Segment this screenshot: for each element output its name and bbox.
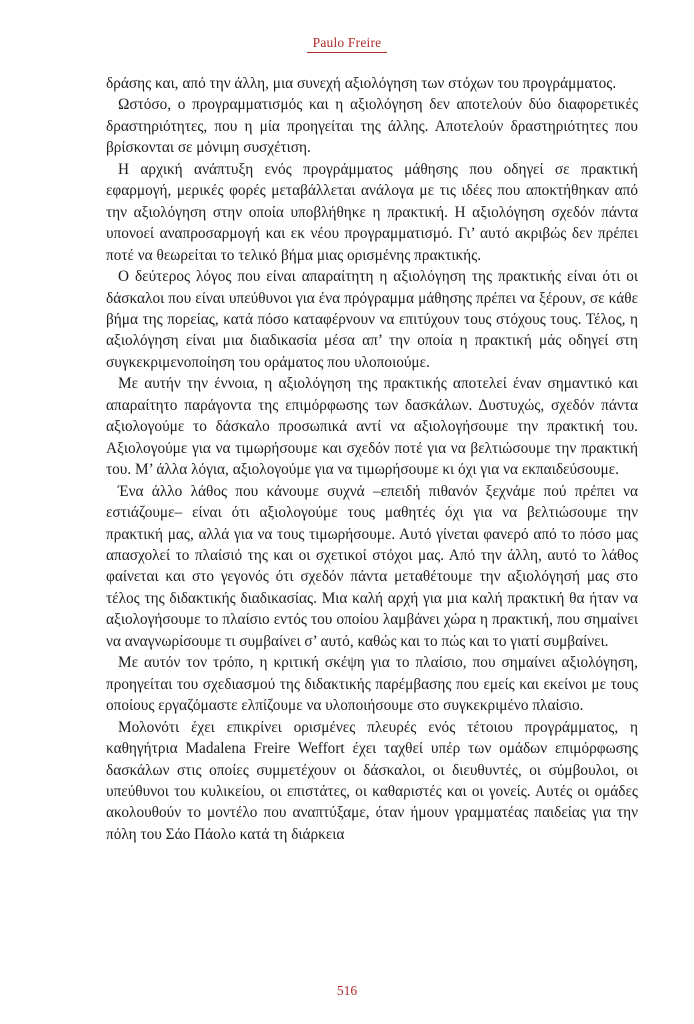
- running-header-title: Paulo Freire: [307, 35, 388, 53]
- running-header: [0, 34, 694, 53]
- paragraph: Με αυτήν την έννοια, η αξιολόγηση της πρακτικής αποτελεί έναν σημαντικό και απαραίτητο παράγοντα της επιμόρφωσης των δασκάλων. Δυστυχώς, σχεδόν πάντα αξιολογούμε το δάσκαλο προσωπικά αντί να αξιολογήσουμε την πρακτική του. Αξιολογούμε για να τιμωρήσουμε και σχεδόν ποτέ για να βελτιώσουμε την πρακτική του. Μ’ άλλα λόγια, αξιολογούμε για να τιμωρήσουμε κι όχι για να εκπαιδεύσουμε.: [106, 375, 638, 479]
- body-text: [106, 73, 638, 845]
- page-number: 516: [336, 983, 358, 998]
- paragraph: Μολονότι έχει επικρίνει ορισμένες πλευρές ενός τέτοιου προγράμματος, η καθηγήτρια Madalena Freire Weffort έχει ταχθεί υπέρ των ομάδων επιμόρφωσης δασκάλων στις οποίες συμμετέχουν οι δάσκαλοι, οι διευθυντές, οι σύμβουλοι, οι υπεύθυνοι του κυλικείου, οι επιστάτες, οι καθαριστές και οι γονείς. Αυτές οι ομάδες ακολουθούν το μοντέλο που αναπτύξαμε, όταν ήμουν γραμματέας παιδείας για την πόλη του Σάο Πάολο κατά τη διάρκεια: [106, 718, 638, 843]
- paragraph: Ένα άλλο λάθος που κάνουμε συχνά –επειδή πιθανόν ξεχνάμε πού πρέπει να εστιάζουμε– είναι ότι αξιολογούμε τους μαθητές όχι για να βελτιώσουμε την πρακτική μας, αλλά για να τους τιμωρήσουμε. Αυτό γίνεται φανερό από το πόσο μας απασχολεί το πλαίσιό της και οι σχετικοί στόχοι μας. Από την άλλη, αυτό το λάθος φαίνεται και στο γεγονός ότι σχεδόν πάντα μεταθέτουμε την αξιολόγησή μας στο τέλος της διδακτικής διαδικασίας. Μια καλή αρχή για μια καλή πρακτική θα ήταν να αξιολογήσουμε το πλαίσιο εντός του οποίου λαμβάνει χώρα η πρακτική, που σημαίνει να αναγνωρίσουμε τι συμβαίνει σ’ αυτό, καθώς και το πώς και το γιατί συμβαίνει.: [106, 482, 638, 650]
- paragraph: Ο δεύτερος λόγος που είναι απαραίτητη η αξιολόγηση της πρακτικής είναι ότι οι δάσκαλοι που είναι υπεύθυνοι για ένα πρόγραμμα μάθησης πρέπει να ξέρουν, σε κάθε βήμα της πορείας, κατά πόσο καταφέρνουν να επιτύχουν τους στόχους τους. Τέλος, η αξιολόγηση είναι μια διαδικασία μέσα απ’ την οποία η πρακτική μάς οδηγεί στη συγκεκριμενοποίηση του οράματος που υλοποιούμε.: [106, 268, 638, 371]
- paragraph: Με αυτόν τον τρόπο, η κριτική σκέψη για το πλαίσιο, που σημαίνει αξιολόγηση, προηγείται του σχεδιασμού της διδακτικής παρέμβασης που εμείς και εκείνοι με τους οποίους εργαζόμαστε ελπίζουμε να υλοποιήσουμε στο συγκεκριμένο πλαίσιο.: [106, 654, 638, 715]
- paragraph: Ωστόσο, ο προγραμματισμός και η αξιολόγηση δεν αποτελούν δύο διαφορετικές δραστηριότητες, που η μία προηγείται της άλλης. Αποτελούν δραστηριότητες που βρίσκονται σε μόνιμη συσχέτιση.: [106, 96, 638, 157]
- paragraph: δράσης και, από την άλλη, μια συνεχή αξιολόγηση των στόχων του προγράμματος.: [106, 75, 617, 92]
- paragraph: Η αρχική ανάπτυξη ενός προγράμματος μάθησης που οδηγεί σε πρακτική εφαρμογή, μερικές φορές μεταβάλλεται ανάλογα με τις ιδέες που αποκτήθηκαν από την αξιολόγηση στην οποία υποβλήθηκε η πρακτική. Η αξιολόγηση σχεδόν πάντα υπονοεί αναπροσαρμογή και εκ νέου προγραμματισμό. Γι’ αυτό ακριβώς δεν πρέπει ποτέ να θεωρείται το τελικό βήμα μιας ορισμένης πρακτικής.: [106, 160, 638, 264]
